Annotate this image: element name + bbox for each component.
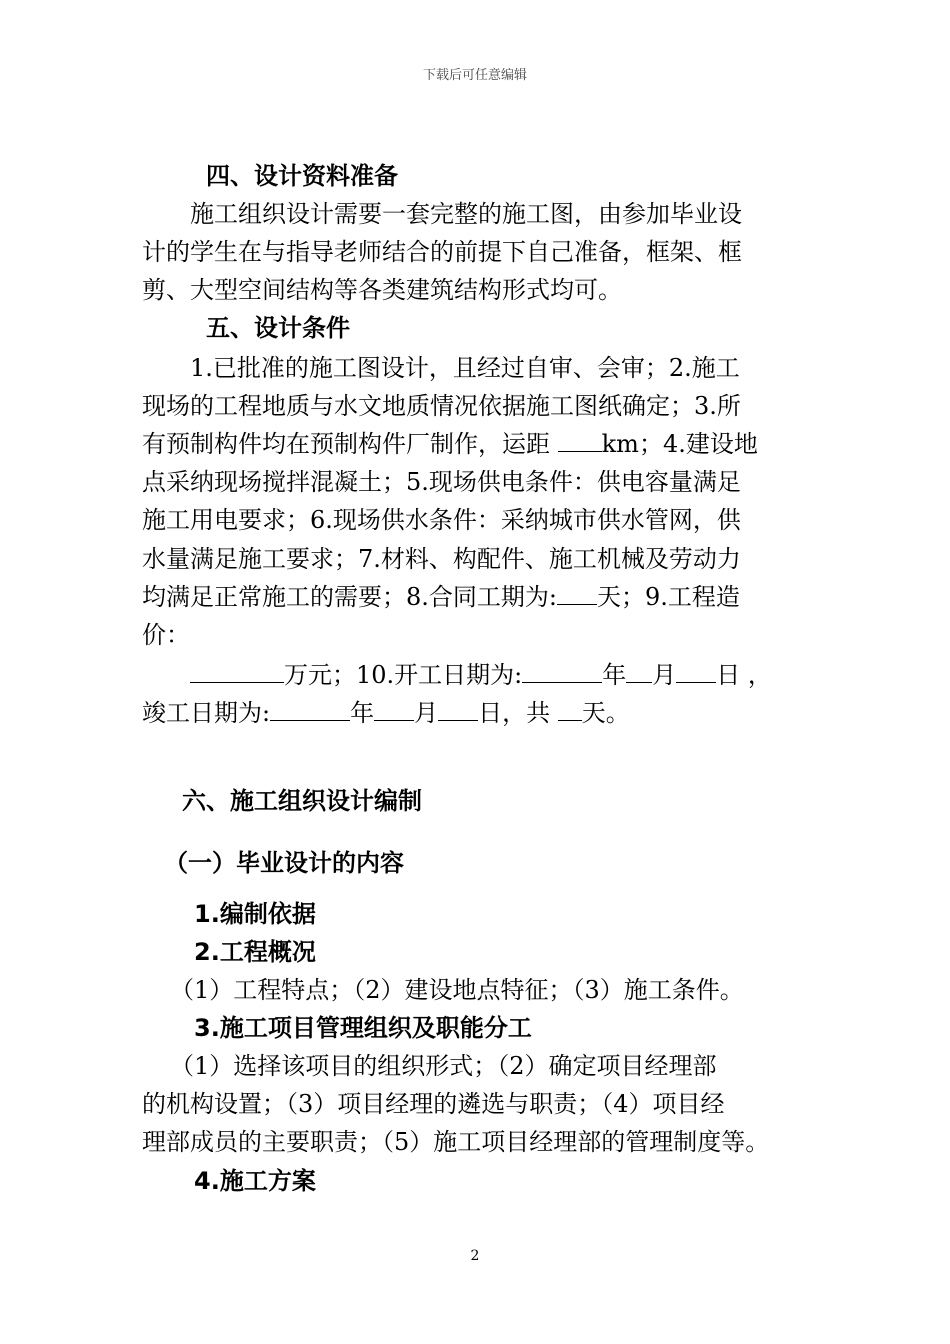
fill-blank bbox=[522, 656, 602, 683]
fill-blank bbox=[557, 578, 597, 605]
fill-blank bbox=[676, 656, 716, 683]
paragraph-line bbox=[142, 425, 822, 463]
text-span: 年 bbox=[350, 699, 375, 727]
item-heading: 2.工程概况 bbox=[194, 938, 316, 966]
text-span: 日，共 bbox=[478, 699, 558, 727]
paragraph-line: 计的学生在与指导老师结合的前提下自己准备，框架、框 bbox=[142, 238, 742, 266]
text-span: 竣工日期为: bbox=[142, 699, 271, 727]
paragraph-line: （1）选择该项目的组织形式；（2）确定项目经理部 bbox=[170, 1052, 717, 1080]
text-span: 月 bbox=[414, 699, 439, 727]
paragraph-line: 理部成员的主要职责；（5）施工项目经理部的管理制度等。 bbox=[142, 1128, 770, 1156]
paragraph-line bbox=[142, 694, 822, 732]
section-5-heading: 五、设计条件 bbox=[206, 314, 350, 342]
text-span: 天。 bbox=[581, 699, 630, 727]
section-6-heading: 六、施工组织设计编制 bbox=[182, 787, 422, 815]
fill-blank bbox=[558, 694, 582, 721]
text-span: 有预制构件均在预制构件厂制作，运距 bbox=[142, 430, 558, 458]
paragraph-line: （1）工程特点；（2）建设地点特征；（3）施工条件。 bbox=[170, 976, 744, 1004]
paragraph-line bbox=[190, 656, 870, 694]
paragraph-line: 的机构设置；（3）项目经理的遴选与职责；（4）项目经 bbox=[142, 1090, 725, 1118]
page-header: 下载后可任意编辑 bbox=[422, 68, 527, 83]
paragraph-line: 1.已批准的施工图设计，且经过自审、会审；2.施工 bbox=[190, 354, 740, 382]
text-span: 万元；10.开工日期为: bbox=[284, 661, 523, 689]
item-heading: 3.施工项目管理组织及职能分工 bbox=[194, 1014, 532, 1042]
text-span: 年 bbox=[602, 661, 627, 689]
paragraph-line: 点采纳现场搅拌混凝土；5.现场供电条件：供电容量满足 bbox=[142, 468, 741, 496]
fill-blank bbox=[190, 656, 284, 683]
text-span: 均满足正常施工的需要；8.合同工期为: bbox=[142, 583, 557, 611]
text-span: km；4.建设地 bbox=[601, 430, 758, 458]
section-4-heading: 四、设计资料准备 bbox=[206, 162, 398, 190]
fill-blank bbox=[270, 694, 350, 721]
subsection-heading: （一）毕业设计的内容 bbox=[164, 849, 404, 877]
paragraph-line: 施工组织设计需要一套完整的施工图，由参加毕业设 bbox=[190, 200, 742, 228]
text-span: 天；9.工程造 bbox=[596, 583, 740, 611]
page-number: 2 bbox=[470, 1248, 480, 1264]
paragraph-line: 剪、大型空间结构等各类建筑结构形式均可。 bbox=[142, 276, 622, 304]
fill-blank bbox=[374, 694, 414, 721]
item-heading: 1.编制依据 bbox=[194, 900, 316, 928]
fill-blank bbox=[438, 694, 478, 721]
paragraph-line: 水量满足施工要求；7.材料、构配件、施工机械及劳动力 bbox=[142, 545, 741, 573]
fill-blank bbox=[626, 656, 652, 683]
item-heading: 4.施工方案 bbox=[194, 1167, 316, 1195]
paragraph-line: 价： bbox=[142, 621, 190, 649]
text-span: 日 ， bbox=[716, 661, 772, 689]
paragraph-line bbox=[142, 578, 822, 616]
paragraph-line: 现场的工程地质与水文地质情况依据施工图纸确定；3.所 bbox=[142, 392, 741, 420]
text-span: 月 bbox=[652, 661, 677, 689]
fill-blank bbox=[558, 425, 602, 452]
paragraph-line: 施工用电要求；6.现场供水条件：采纳城市供水管网，供 bbox=[142, 506, 741, 534]
